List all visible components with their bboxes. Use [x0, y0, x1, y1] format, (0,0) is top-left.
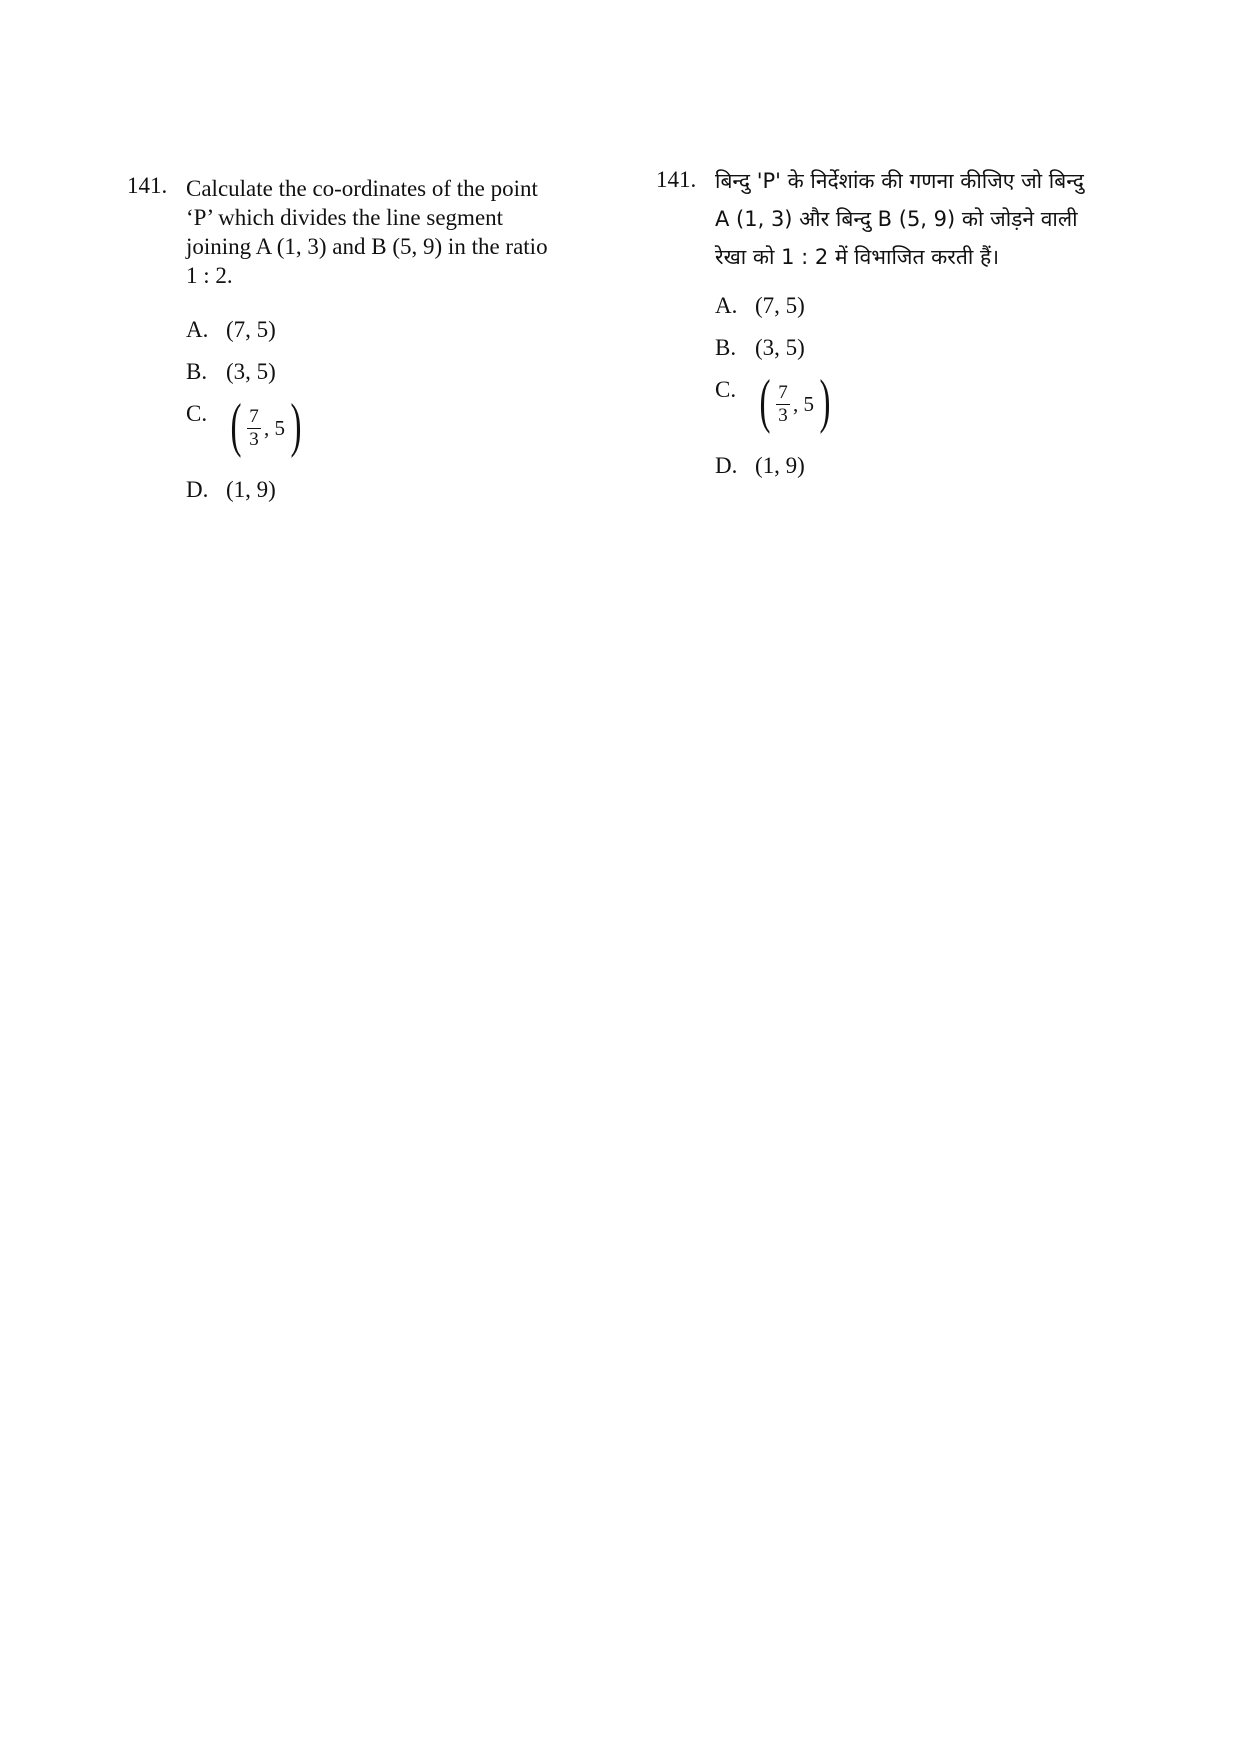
fraction-rest: , 5 — [792, 391, 814, 416]
option-letter: B. — [715, 335, 737, 360]
question-english — [127, 174, 597, 517]
question-number: 141. — [127, 173, 168, 198]
question-row — [656, 168, 1126, 276]
fraction-denominator: 3 — [249, 428, 259, 450]
option-value: (3, 5) — [755, 335, 805, 360]
left-paren: ( — [230, 392, 242, 458]
option-value: (1, 9) — [755, 453, 805, 478]
fraction-numerator: 7 — [778, 381, 788, 403]
option-letter: C. — [186, 401, 208, 426]
option-value: (3, 5) — [226, 359, 276, 384]
option-c[interactable] — [715, 368, 1126, 434]
right-paren: ) — [290, 392, 302, 458]
options-list — [715, 291, 1126, 480]
options-list — [186, 315, 597, 504]
question-line: Calculate the co-ordinates of the point — [186, 176, 538, 201]
option-b[interactable] — [186, 357, 597, 386]
option-d[interactable] — [186, 475, 597, 504]
option-letter: C. — [715, 377, 737, 402]
fraction — [247, 406, 261, 451]
option-value: (7, 5) — [755, 293, 805, 318]
fraction-rest: , 5 — [263, 415, 285, 440]
question-row — [127, 174, 597, 290]
question-text — [186, 174, 596, 290]
fraction — [776, 382, 790, 427]
question-line: बिन्दु 'P' के निर्देशांक की गणना कीजिए जो बिन्दु — [715, 169, 1084, 193]
option-c[interactable] — [186, 392, 597, 458]
question-line: joining A (1, 3) and B (5, 9) in the ratio — [186, 234, 548, 259]
question-line: रेखा को 1 : 2 में विभाजित करती हैं। — [715, 245, 1000, 269]
fraction-numerator: 7 — [249, 405, 259, 427]
question-number: 141. — [656, 167, 697, 192]
question-line: A (1, 3) और बिन्दु B (5, 9) को जोड़ने वाली — [715, 207, 1078, 231]
left-paren: ( — [759, 368, 771, 434]
option-letter: A. — [186, 317, 209, 342]
option-letter: A. — [715, 293, 738, 318]
fraction-expression — [755, 368, 835, 434]
question-text — [715, 162, 1125, 276]
option-letter: B. — [186, 359, 208, 384]
option-letter: D. — [186, 477, 209, 502]
question-hindi — [656, 168, 1126, 493]
question-line: 1 : 2. — [186, 263, 233, 288]
option-value: (1, 9) — [226, 477, 276, 502]
option-a[interactable] — [186, 315, 597, 344]
option-b[interactable] — [715, 333, 1126, 362]
fraction-denominator: 3 — [778, 404, 788, 426]
option-value: (7, 5) — [226, 317, 276, 342]
option-a[interactable] — [715, 291, 1126, 320]
fraction-expression — [226, 392, 306, 458]
question-line: ‘P’ which divides the line segment — [186, 205, 504, 230]
right-paren: ) — [819, 368, 831, 434]
option-letter: D. — [715, 453, 738, 478]
option-d[interactable] — [715, 451, 1126, 480]
